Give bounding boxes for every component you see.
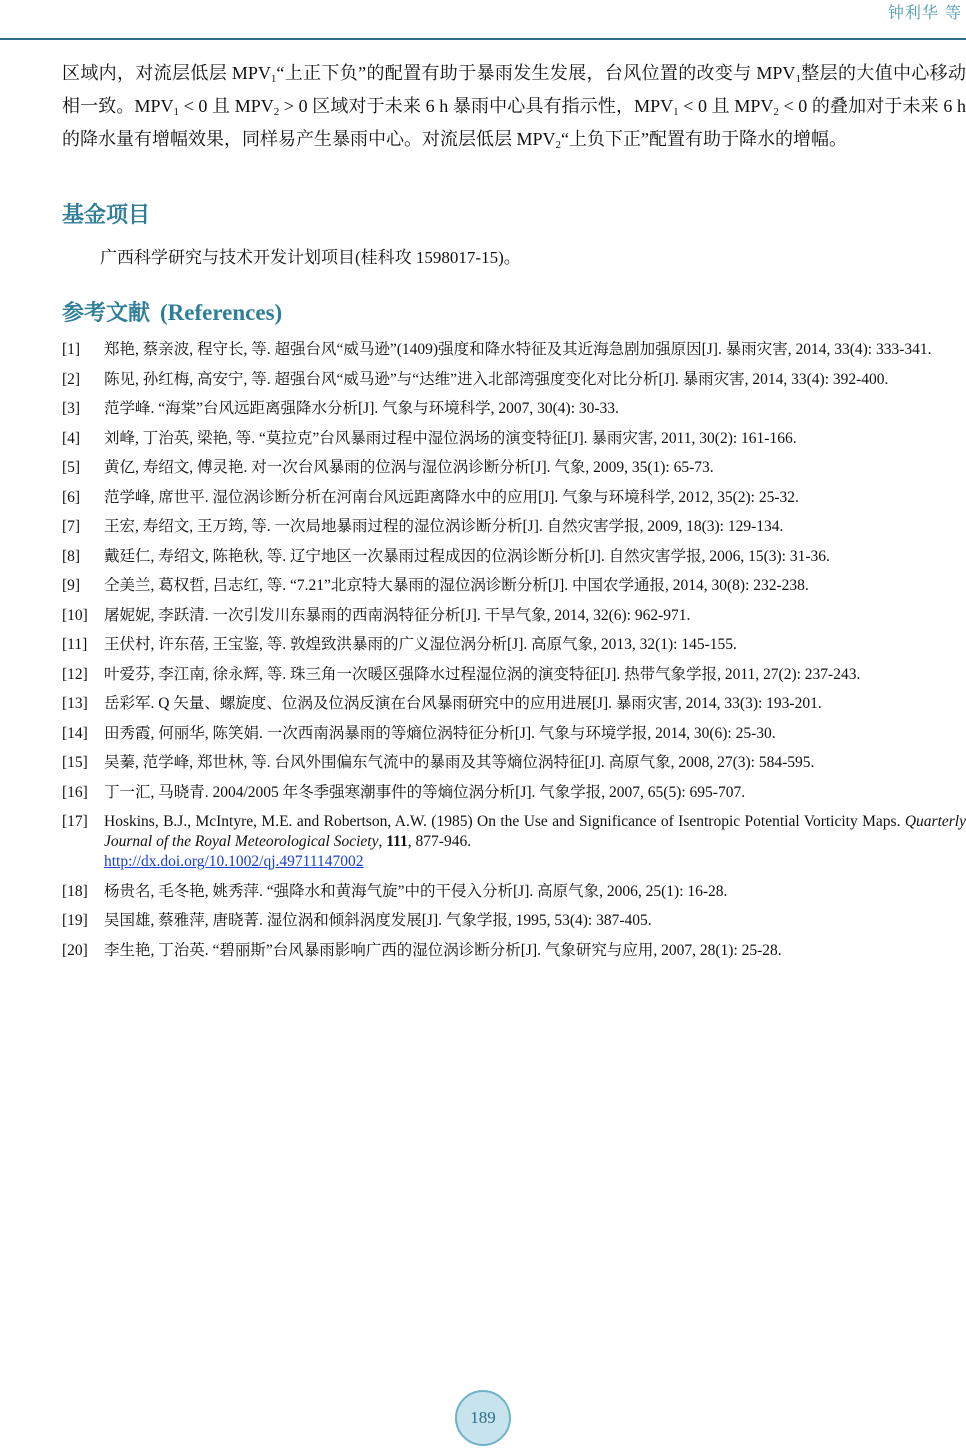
reference-text: 陈见, 孙红梅, 高安宁, 等. 超强台风“威马逊”与“达维”进入北部湾强度变化对比分析[J]. 暴雨灾害, 2014, 33(4): 392-400. bbox=[104, 370, 889, 388]
reference-text: 黄亿, 寿绍文, 傅灵艳. 对一次台风暴雨的位涡与湿位涡诊断分析[J]. 气象, 2009, 35(1): 65-73. bbox=[104, 459, 714, 476]
reference-item bbox=[62, 340, 966, 360]
reference-text: 岳彩军. Q 矢量、螺旋度、位涡及位涡反演在台风暴雨研究中的应用进展[J]. 暴雨灾害, 2014, 33(3): 193-201. bbox=[104, 695, 822, 712]
reference-number: [11] bbox=[62, 636, 88, 653]
reference-number: [3] bbox=[62, 400, 81, 417]
reference-item bbox=[62, 429, 966, 449]
reference-number: [14] bbox=[62, 724, 88, 742]
reference-number: [20] bbox=[62, 941, 88, 959]
reference-number: [13] bbox=[62, 695, 88, 712]
reference-item bbox=[62, 783, 966, 803]
reference-item bbox=[62, 606, 966, 626]
reference-item bbox=[62, 665, 966, 685]
reference-text-part: Hoskins, B.J., McIntyre, M.E. and Robertson, A.W. (1985) On the Use and Significance of Isentropic Potential Vorticity Maps. bbox=[104, 813, 905, 830]
reference-number: [4] bbox=[62, 429, 81, 447]
reference-text: 戴廷仁, 寿绍文, 陈艳秋, 等. 辽宁地区一次暴雨过程成因的位涡诊断分析[J]. 自然灾害学报, 2006, 15(3): 31-36. bbox=[104, 547, 830, 565]
reference-text: 范学峰, 席世平. 湿位涡诊断分析在河南台风远距离降水中的应用[J]. 气象与环境科学, 2012, 35(2): 25-32. bbox=[104, 488, 799, 506]
references-title-cn: 参考文献 bbox=[62, 301, 151, 326]
reference-number: [17] bbox=[62, 813, 88, 830]
page-number: 189 bbox=[470, 1408, 496, 1427]
reference-text: 王伏村, 许东蓓, 王宝鉴, 等. 敦煌致洪暴雨的广义湿位涡分析[J]. 高原气象, 2013, 32(1): 145-155. bbox=[104, 636, 737, 653]
reference-text-part: , 877-946. bbox=[407, 833, 472, 850]
reference-item bbox=[62, 753, 966, 773]
reference-volume: 111 bbox=[386, 833, 408, 850]
reference-text: 叶爱芬, 李江南, 徐永辉, 等. 珠三角一次暖区强降水过程湿位涡的演变特征[J]. 热带气象学报, 2011, 27(2): 237-243. bbox=[104, 665, 861, 683]
reference-item bbox=[62, 812, 966, 872]
reference-text bbox=[104, 812, 966, 872]
reference-number: [10] bbox=[62, 606, 88, 624]
reference-item bbox=[62, 458, 966, 478]
reference-list bbox=[62, 340, 966, 970]
reference-text: 郑艳, 蔡亲波, 程守长, 等. 超强台风“威马逊”(1409)强度和降水特征及其近海急剧加强原因[J]. 暴雨灾害, 2014, 33(4): 333-341. bbox=[104, 341, 932, 358]
fund-section-title: 基金项目 bbox=[62, 203, 151, 228]
reference-text: 王宏, 寿绍文, 王万筠, 等. 一次局地暴雨过程的湿位涡诊断分析[J]. 自然灾害学报, 2009, 18(3): 129-134. bbox=[104, 518, 784, 535]
reference-text: 田秀霞, 何丽华, 陈笑娟. 一次西南涡暴雨的等熵位涡特征分析[J]. 气象与环境学报, 2014, 30(6): 25-30. bbox=[104, 724, 776, 742]
reference-text: 丁一汇, 马晓青. 2004/2005 年冬季强寒潮事件的等熵位涡分析[J]. 气象学报, 2007, 65(5): 695-707. bbox=[104, 783, 746, 801]
reference-item bbox=[62, 488, 966, 508]
reference-number: [2] bbox=[62, 370, 81, 388]
reference-item bbox=[62, 576, 966, 596]
reference-item bbox=[62, 370, 966, 390]
fund-text: 广西科学研究与技术开发计划项目(桂科攻 1598017-15)。 bbox=[100, 248, 521, 267]
reference-text: 范学峰. “海棠”台风远距离强降水分析[J]. 气象与环境科学, 2007, 30(4): 30-33. bbox=[104, 400, 619, 417]
reference-number: [6] bbox=[62, 488, 81, 506]
body-paragraph: 区域内，对流层低层 $MPV_1“$上正下负”的配置有助于暴雨发生发展，台风位置的改变与 $MPV_1$整层的大值中心移动相一致。$MPV_1 < 0$ 且 $MPV_2 > 0$ 区域对于未来 6 h 暴雨中心具有指示性，$MPV_1 < 0$ 且 $MPV_2 < 0$ 的叠加对于未来 6 h 的降水量有增幅效果，同样易产生暴雨中心。对流层低层 $MPV_2“$上负下正”配置有助于降水的增幅。 bbox=[62, 63, 966, 151]
references-section-title bbox=[62, 296, 282, 327]
reference-number: [16] bbox=[62, 783, 88, 801]
reference-number: [9] bbox=[62, 577, 81, 594]
reference-text: 吴国雄, 蔡雅萍, 唐晓菁. 湿位涡和倾斜涡度发展[J]. 气象学报, 1995, 53(4): 387-405. bbox=[104, 912, 652, 929]
reference-text-part: , bbox=[378, 833, 387, 850]
reference-doi-link[interactable]: http://dx.doi.org/10.1002/qj.49711147002 bbox=[104, 853, 364, 870]
references-title-en: (References) bbox=[160, 300, 283, 325]
page-number-badge bbox=[455, 1390, 511, 1446]
reference-item bbox=[62, 635, 966, 655]
reference-text: 吴蓁, 范学峰, 郑世林, 等. 台风外围偏东气流中的暴雨及其等熵位涡特征[J]. 高原气象, 2008, 27(3): 584-595. bbox=[104, 754, 815, 771]
reference-text: 李生艳, 丁治英. “碧丽斯”台风暴雨影响广西的湿位涡诊断分析[J]. 气象研究与应用, 2007, 28(1): 25-28. bbox=[104, 941, 782, 959]
reference-number: [1] bbox=[62, 341, 81, 358]
reference-text: 杨贵名, 毛冬艳, 姚秀萍. “强降水和黄海气旋”中的干侵入分析[J]. 高原气象, 2006, 25(1): 16-28. bbox=[104, 882, 728, 900]
reference-number: [5] bbox=[62, 459, 81, 476]
header-divider bbox=[0, 38, 966, 40]
reference-number: [7] bbox=[62, 518, 81, 535]
reference-number: [12] bbox=[62, 665, 88, 683]
reference-number: [8] bbox=[62, 547, 81, 565]
reference-text: 仝美兰, 葛权哲, 吕志红, 等. “7.21”北京特大暴雨的湿位涡诊断分析[J]. 中国农学通报, 2014, 30(8): 232-238. bbox=[104, 577, 809, 594]
reference-text: 刘峰, 丁治英, 梁艳, 等. “莫拉克”台风暴雨过程中湿位涡场的演变特征[J]. 暴雨灾害, 2011, 30(2): 161-166. bbox=[104, 429, 797, 447]
reference-item bbox=[62, 911, 966, 931]
reference-journal: Quarterly Journal of the Royal Meteorological Society bbox=[104, 813, 966, 850]
reference-item bbox=[62, 941, 966, 961]
reference-text: 屠妮妮, 李跃清. 一次引发川东暴雨的西南涡特征分析[J]. 干旱气象, 2014, 32(6): 962-971. bbox=[104, 606, 691, 624]
reference-number: [15] bbox=[62, 754, 88, 771]
reference-item bbox=[62, 517, 966, 537]
running-header-author: 钟利华 等 bbox=[887, 3, 962, 22]
reference-item bbox=[62, 694, 966, 714]
reference-item bbox=[62, 547, 966, 567]
reference-item bbox=[62, 724, 966, 744]
reference-item bbox=[62, 882, 966, 902]
reference-number: [18] bbox=[62, 882, 88, 900]
reference-item bbox=[62, 399, 966, 419]
reference-number: [19] bbox=[62, 912, 88, 929]
